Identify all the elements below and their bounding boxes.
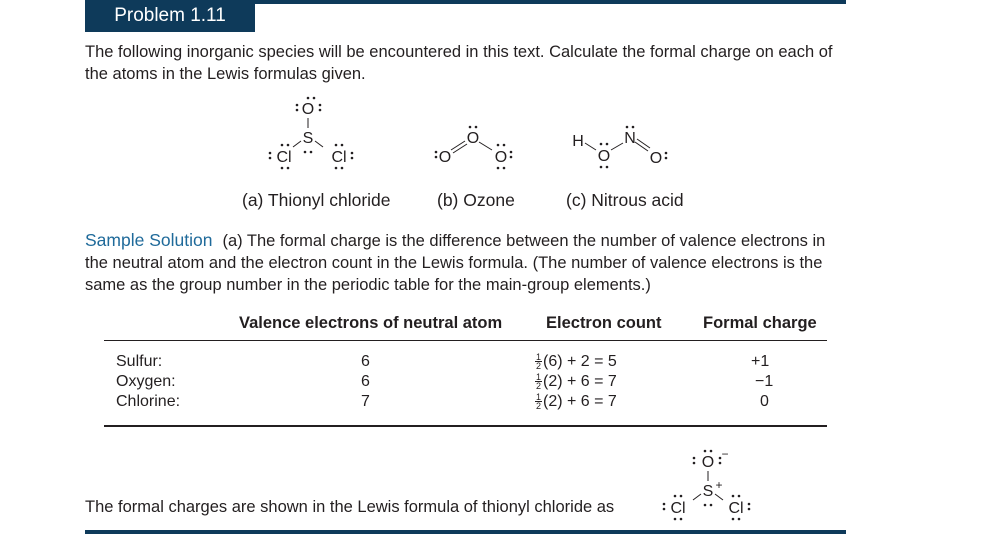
sulfur-positive-charge: + (715, 478, 723, 492)
row-sulfur-atom: Sulfur: (116, 353, 163, 370)
sample-solution-label: Sample Solution (85, 230, 213, 250)
row-chlorine-valence: 7 (361, 393, 370, 410)
problem-statement: The following inorganic species will be encountered in this text. Calculate the formal charge on each of the atoms in the Lewis formulas given. (85, 43, 833, 83)
row-sulfur-electron-count: $\frac{1}{2}$ (6) + 2 = 5 (535, 352, 617, 372)
half-fraction: $\frac{1}{2}$ (535, 372, 541, 392)
bottom-rule (85, 530, 846, 534)
conclusion-text: The formal charges are shown in the Lewis formula of thionyl chloride as (85, 498, 615, 516)
thionyl-chloride-structure (255, 95, 365, 175)
sample-solution-text: (a) The formal charge is the difference between the number of valence electrons in the neutral atom and the electron count in the Lewis formula. (The number of valence electrons is the same as the group number in the periodic table for the main-group elements.) (85, 232, 826, 294)
sample-solution (85, 229, 850, 296)
ozone-center-oxygen-atom: O (466, 130, 480, 147)
caption-ozone: (b) Ozone (437, 190, 515, 210)
header-electron-count: Electron count (546, 314, 662, 332)
nitrous-hydrogen-atom: H (572, 133, 584, 150)
oxygen-negative-charge: − (721, 447, 729, 461)
thionyl-sulfur-atom: S (302, 130, 314, 147)
nitrous-nitrogen-atom: N (624, 130, 636, 147)
caption-nitrous-acid: (c) Nitrous acid (566, 190, 684, 210)
thionyl-chloride-formal-charge-structure (658, 447, 758, 529)
table-header-rule (104, 340, 827, 341)
half-fraction: $\frac{1}{2}$ (535, 352, 541, 372)
thionyl-right-chlorine-atom: Cl (331, 149, 347, 166)
row-chlorine-electron-count: $\frac{1}{2}$ (2) + 6 = 7 (535, 392, 617, 412)
charged-oxygen-atom: O (701, 454, 715, 471)
charged-left-chlorine-atom: Cl (670, 500, 686, 517)
nitrous-acid-structure (566, 123, 676, 175)
charged-right-chlorine-atom: Cl (728, 500, 744, 517)
row-sulfur-valence: 6 (361, 353, 370, 370)
nitrous-terminal-oxygen-atom: O (649, 150, 663, 167)
charged-sulfur-atom: S (702, 483, 714, 500)
row-chlorine-formal-charge: 0 (760, 393, 769, 410)
ozone-left-oxygen-atom: O (438, 149, 452, 166)
ozone-right-oxygen-atom: O (494, 149, 508, 166)
row-oxygen-valence: 6 (361, 373, 370, 390)
table-bottom-rule (104, 425, 827, 427)
row-oxygen-formal-charge: −1 (755, 373, 774, 390)
row-chlorine-atom: Chlorine: (116, 393, 181, 410)
row-oxygen-atom: Oxygen: (116, 373, 176, 390)
thionyl-oxygen-atom: O (301, 101, 315, 118)
caption-thionyl-chloride: (a) Thionyl chloride (242, 190, 391, 210)
header-formal-charge: Formal charge (703, 314, 817, 332)
problem-heading: Problem 1.11 (85, 0, 255, 32)
half-fraction: $\frac{1}{2}$ (535, 392, 541, 412)
nitrous-hydroxyl-oxygen-atom: O (597, 148, 611, 165)
ozone-structure (430, 120, 520, 175)
row-sulfur-formal-charge: +1 (751, 353, 770, 370)
thionyl-left-chlorine-atom: Cl (276, 149, 292, 166)
header-valence-electrons: Valence electrons of neutral atom (239, 314, 503, 332)
row-oxygen-electron-count: $\frac{1}{2}$ (2) + 6 = 7 (535, 372, 617, 392)
